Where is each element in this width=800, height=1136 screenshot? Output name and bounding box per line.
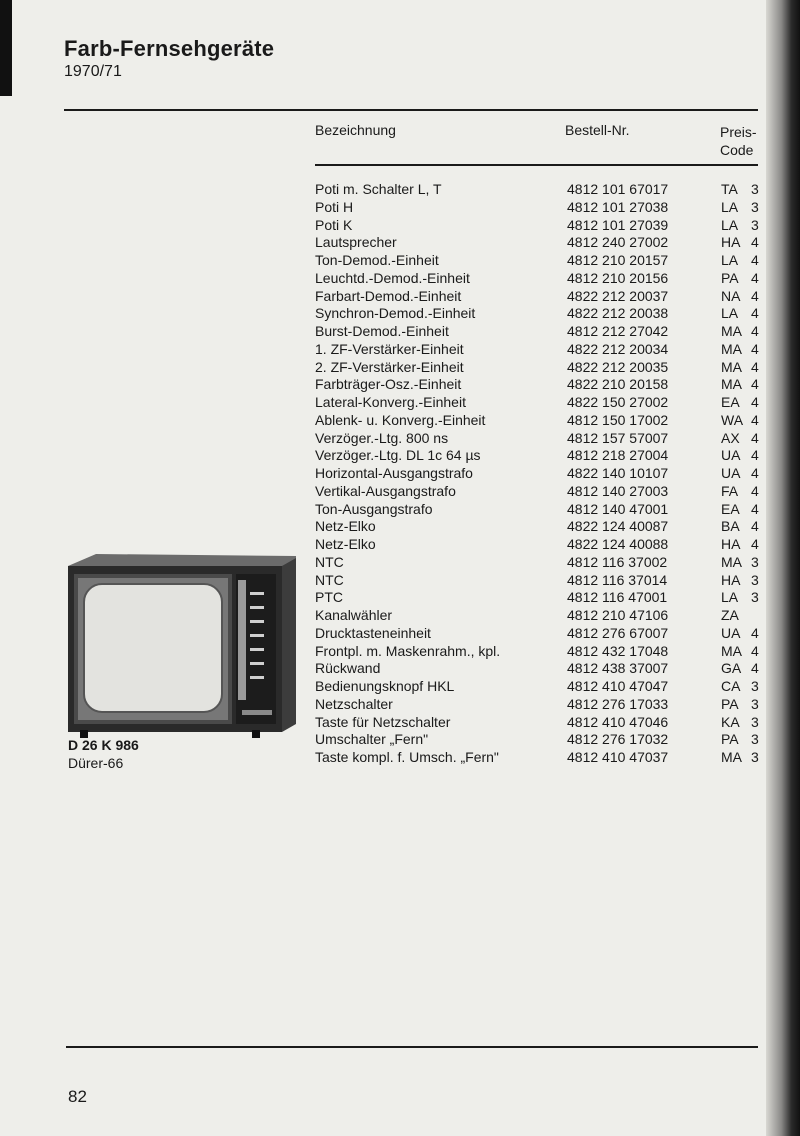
price-code: TA [721, 181, 738, 197]
book-spine-shadow [766, 0, 800, 1136]
price-code-digit: 4 [751, 482, 759, 499]
price-code-digit: 3 [751, 695, 759, 712]
price-code: UA [721, 465, 741, 481]
part-name: Poti H [315, 198, 354, 215]
price-code: MA [721, 642, 742, 659]
price-code-digit: 3 [751, 731, 759, 748]
order-number: 4822 150 27002 [567, 394, 669, 410]
order-number: 4812 438 37007 [567, 660, 669, 677]
price-code: MA [721, 376, 742, 393]
price-code: EA [721, 500, 740, 517]
part-name: NTC [315, 571, 344, 588]
price-code: NA [721, 287, 741, 304]
price-code: LA [721, 198, 739, 215]
price-code-digit: 4 [751, 323, 759, 339]
order-number: 4812 432 17048 [567, 642, 669, 659]
order-number: 4812 276 17032 [567, 731, 669, 748]
column-header-name: Bezeichnung [315, 122, 396, 138]
price-code: MA [721, 749, 742, 765]
price-code: MA [721, 358, 742, 375]
price-code-digit: 4 [751, 518, 759, 535]
order-number: 4812 410 47037 [567, 749, 669, 765]
part-name: Verzöger.-Ltg. DL 1c 64 µs [315, 447, 481, 464]
page-title: Farb-Fernsehgeräte [64, 36, 275, 61]
price-code: HA [721, 234, 741, 251]
page-number: 82 [68, 1087, 87, 1106]
part-name: NTC [315, 553, 344, 570]
price-code: ZA [721, 607, 739, 623]
order-number: 4812 157 57007 [567, 429, 669, 446]
part-name: Poti m. Schalter L, T [315, 181, 442, 197]
part-name: Umschalter „Fern" [315, 731, 429, 748]
part-name: Lautsprecher [315, 234, 397, 251]
price-code: LA [721, 305, 739, 322]
price-code: MA [721, 553, 742, 570]
order-number: 4822 140 10107 [567, 465, 669, 481]
price-code: PA [721, 731, 739, 748]
part-name: Farbträger-Osz.-Einheit [315, 376, 462, 393]
product-model: D 26 K 986 [68, 737, 139, 753]
price-code: EA [721, 394, 740, 410]
price-code: CA [721, 678, 741, 694]
order-number: 4812 101 67017 [567, 181, 669, 197]
order-number: 4812 410 47047 [567, 678, 669, 694]
price-code: FA [721, 482, 739, 499]
price-code-digit: 4 [751, 376, 759, 393]
price-code-digit: 4 [751, 447, 759, 464]
part-name: Leuchtd.-Demod.-Einheit [315, 269, 470, 286]
price-code: LA [721, 589, 739, 606]
page-subtitle: 1970/71 [64, 63, 122, 80]
part-name: Lateral-Konverg.-Einheit [315, 394, 466, 410]
column-header-order-number: Bestell-Nr. [565, 122, 630, 138]
part-name: Kanalwähler [315, 607, 393, 623]
price-code: KA [721, 713, 740, 730]
price-code: MA [721, 323, 742, 339]
part-name: Bedienungsknopf HKL [315, 678, 455, 694]
price-code-digit: 4 [751, 269, 759, 286]
order-number: 4812 210 47106 [567, 607, 669, 623]
order-number: 4812 210 20157 [567, 252, 669, 268]
order-number: 4812 140 27003 [567, 482, 669, 499]
price-code: HA [721, 536, 741, 552]
price-code-digit: 4 [751, 287, 759, 304]
order-number: 4812 276 17033 [567, 695, 669, 712]
price-code: HA [721, 571, 741, 588]
price-code: MA [721, 340, 742, 357]
price-code: PA [721, 269, 739, 286]
price-code-digit: 4 [751, 394, 759, 410]
part-name: PTC [315, 589, 343, 606]
part-name: Drucktasteneinheit [315, 624, 431, 641]
order-number: 4812 101 27039 [567, 216, 669, 233]
price-code: BA [721, 518, 740, 535]
price-code: UA [721, 624, 741, 641]
header-rule [315, 164, 758, 166]
order-number: 4822 210 20158 [567, 376, 669, 393]
part-name: Taste für Netzschalter [315, 713, 451, 730]
price-code-digit: 3 [751, 553, 759, 570]
part-name: Netz-Elko [315, 536, 376, 552]
order-number: 4812 210 20156 [567, 269, 669, 286]
price-code-digit: 3 [751, 589, 759, 606]
part-name: 1. ZF-Verstärker-Einheit [315, 340, 464, 357]
price-code-digit: 3 [751, 571, 759, 588]
price-code-digit: 4 [751, 500, 759, 517]
price-code-digit: 3 [751, 749, 759, 765]
price-code-digit: 4 [751, 340, 759, 357]
part-name: Poti K [315, 216, 353, 233]
order-number: 4822 212 20037 [567, 287, 669, 304]
price-code: AX [721, 429, 740, 446]
column-header-price-code-line1: Preis- [720, 124, 757, 140]
price-code-digit: 4 [751, 411, 759, 428]
order-number: 4812 116 37002 [567, 553, 668, 570]
price-code-digit: 4 [751, 465, 759, 481]
part-name: Ton-Ausgangstrafo [315, 500, 433, 517]
price-code-digit: 3 [751, 713, 759, 730]
part-name: Verzöger.-Ltg. 800 ns [315, 429, 449, 446]
price-code: WA [721, 411, 744, 428]
price-code-digit: 4 [751, 660, 759, 677]
order-number: 4822 212 20035 [567, 358, 669, 375]
price-code-digit: 3 [751, 181, 759, 197]
price-code: LA [721, 252, 739, 268]
order-number: 4812 240 27002 [567, 234, 669, 251]
product-name: Dürer-66 [68, 755, 124, 771]
part-name: Synchron-Demod.-Einheit [315, 305, 476, 322]
order-number: 4812 218 27004 [567, 447, 669, 464]
order-number: 4812 150 17002 [567, 411, 669, 428]
part-name: Ablenk- u. Konverg.-Einheit [315, 411, 486, 428]
part-name: Vertikal-Ausgangstrafo [315, 482, 456, 499]
price-code-digit: 4 [751, 642, 759, 659]
order-number: 4812 101 27038 [567, 198, 669, 215]
order-number: 4812 116 47001 [567, 589, 668, 606]
part-name: Frontpl. m. Maskenrahm., kpl. [315, 642, 501, 659]
price-code: UA [721, 447, 741, 464]
price-code-digit: 4 [751, 252, 759, 268]
price-code-digit: 4 [751, 624, 759, 641]
price-code-digit: 4 [751, 429, 759, 446]
price-code-digit: 3 [751, 678, 759, 694]
price-code-digit: 4 [751, 536, 759, 552]
order-number: 4822 124 40088 [567, 536, 669, 552]
part-name: Netzschalter [315, 695, 393, 712]
part-name: Farbart-Demod.-Einheit [315, 287, 462, 304]
price-code: LA [721, 216, 739, 233]
part-name: Burst-Demod.-Einheit [315, 323, 449, 339]
part-name: Netz-Elko [315, 518, 376, 535]
part-name: Taste kompl. f. Umsch. „Fern" [315, 749, 499, 765]
order-number: 4822 124 40087 [567, 518, 669, 535]
order-number: 4812 410 47046 [567, 713, 669, 730]
order-number: 4812 276 67007 [567, 624, 669, 641]
television-set-icon [66, 552, 298, 742]
price-code-digit: 4 [751, 358, 759, 375]
order-number: 4822 212 20038 [567, 305, 669, 322]
part-name: 2. ZF-Verstärker-Einheit [315, 358, 464, 375]
price-code-digit: 3 [751, 198, 759, 215]
order-number: 4812 116 37014 [567, 571, 668, 588]
price-code-digit: 3 [751, 216, 759, 233]
column-header-price-code-line2: Code [720, 142, 754, 158]
order-number: 4822 212 20034 [567, 340, 669, 357]
part-name: Ton-Demod.-Einheit [315, 252, 439, 268]
part-name: Horizontal-Ausgangstrafo [315, 465, 473, 481]
price-code-digit: 4 [751, 305, 759, 322]
page-edge-tab [0, 0, 12, 96]
part-name: Rückwand [315, 660, 381, 677]
order-number: 4812 140 47001 [567, 500, 669, 517]
price-code: GA [721, 660, 742, 677]
order-number: 4812 212 27042 [567, 323, 669, 339]
top-rule [64, 109, 758, 111]
price-code-digit: 4 [751, 234, 759, 251]
price-code: PA [721, 695, 739, 712]
bottom-rule [66, 1046, 758, 1048]
